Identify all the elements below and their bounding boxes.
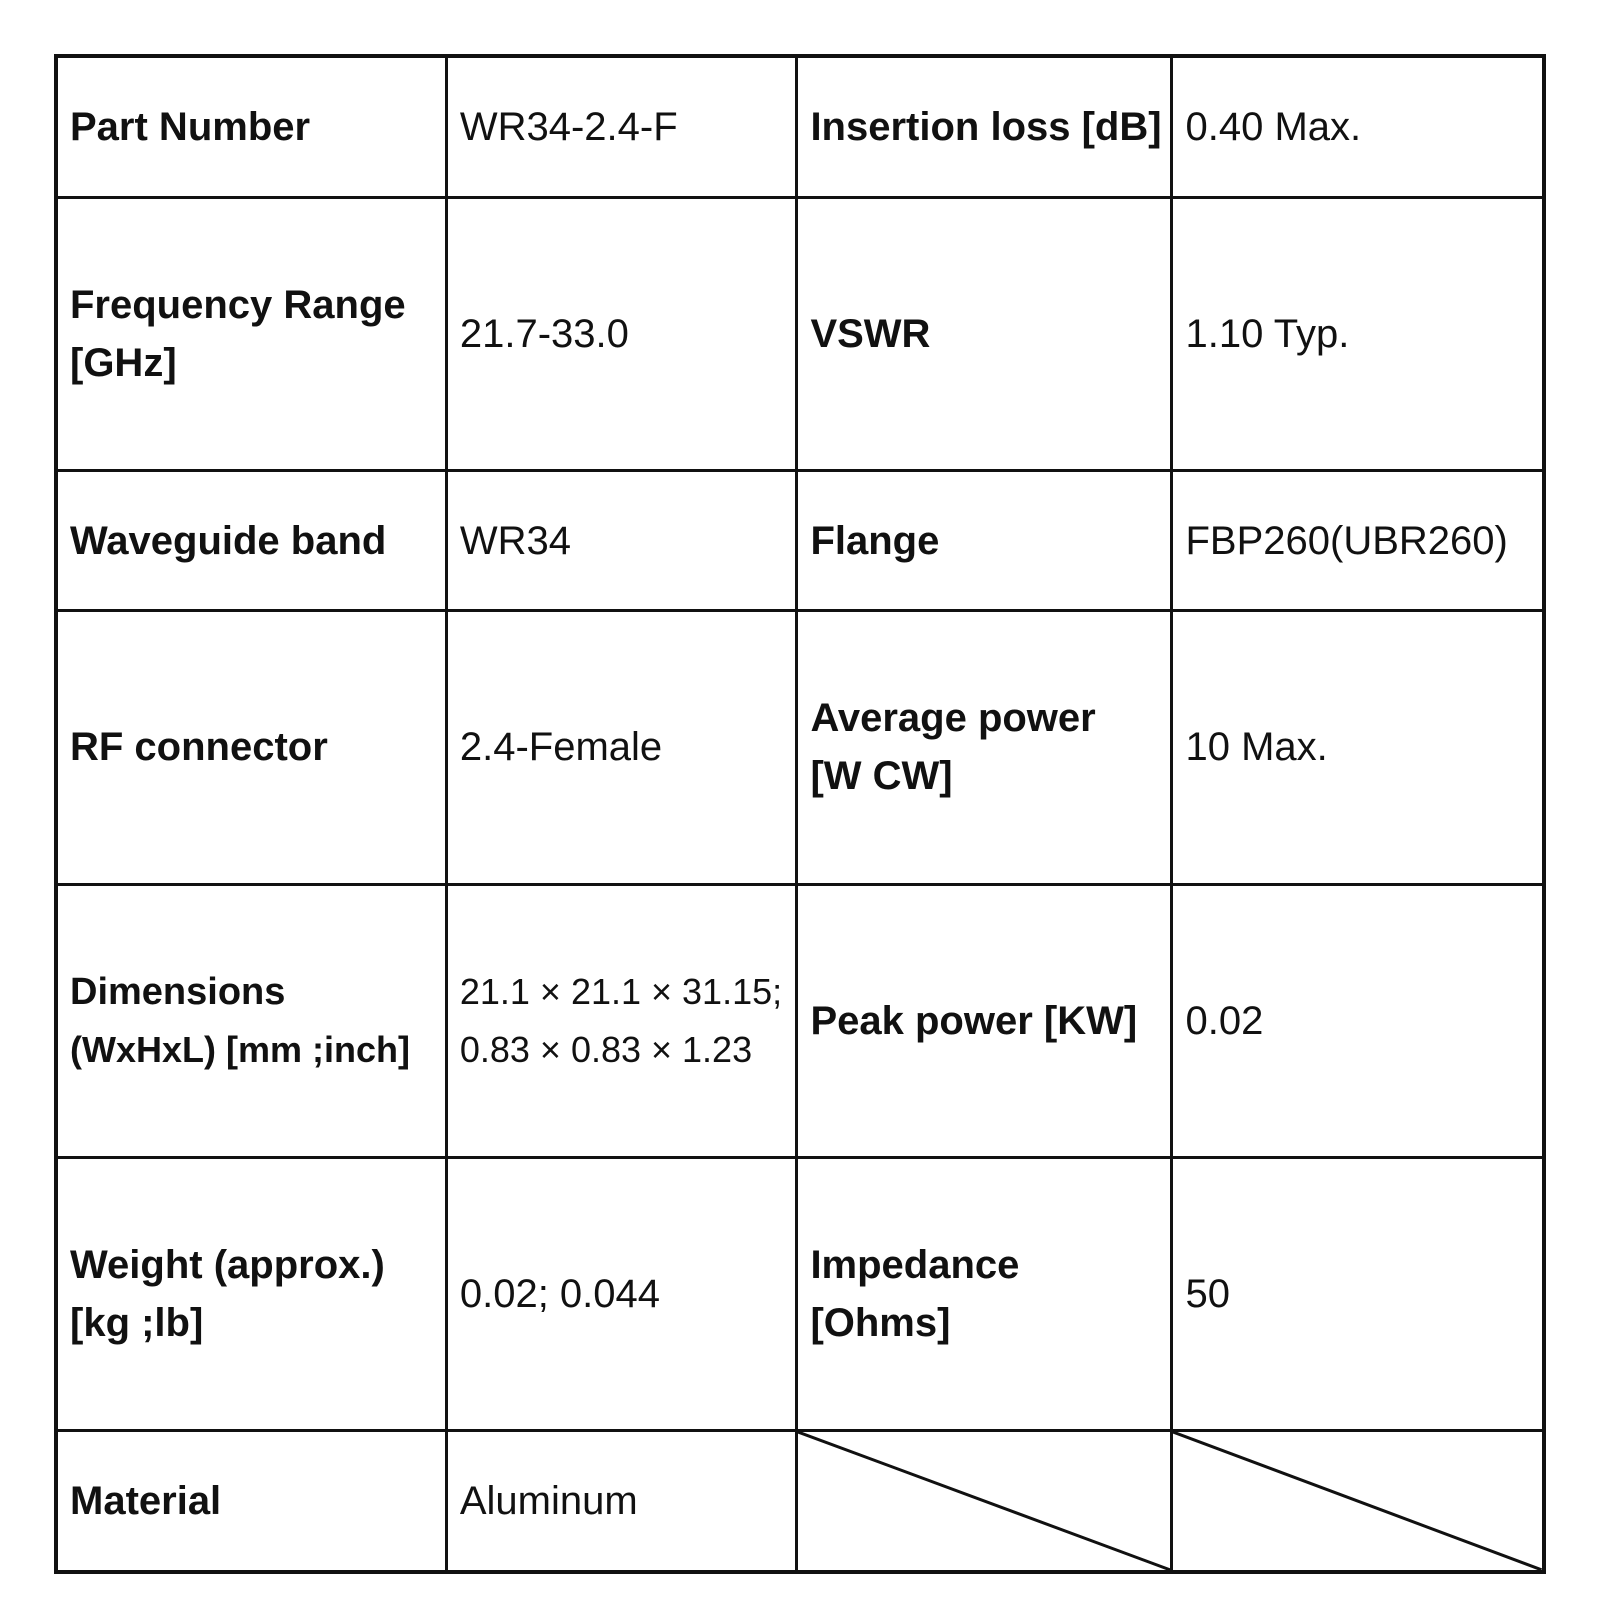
label-vswr: VSWR <box>797 197 1172 470</box>
value-weight: 0.02; 0.044 <box>446 1157 797 1430</box>
value-part-number: WR34-2.4-F <box>446 56 797 197</box>
value-average-power: 10 Max. <box>1172 611 1544 884</box>
diagonal-slash <box>1173 1432 1542 1570</box>
label-part-number: Part Number <box>56 56 446 197</box>
value-peak-power: 0.02 <box>1172 884 1544 1157</box>
value-vswr: 1.10 Typ. <box>1172 197 1544 470</box>
label-material: Material <box>56 1431 446 1572</box>
table-row <box>56 197 1544 470</box>
label-waveguide-band: Waveguide band <box>56 471 446 611</box>
value-frequency-range: 21.7-33.0 <box>446 197 797 470</box>
label-average-power: Average power [W CW] <box>797 611 1172 884</box>
empty-cell-diagonal <box>1172 1431 1544 1572</box>
table-row <box>56 611 1544 884</box>
value-waveguide-band: WR34 <box>446 471 797 611</box>
label-weight: Weight (approx.) [kg ;lb] <box>56 1157 446 1430</box>
table-row <box>56 1157 1544 1430</box>
label-frequency-range: Frequency Range [GHz] <box>56 197 446 470</box>
table-row <box>56 884 1544 1157</box>
label-rf-connector: RF connector <box>56 611 446 884</box>
value-flange: FBP260(UBR260) <box>1172 471 1544 611</box>
value-material: Aluminum <box>446 1431 797 1572</box>
value-dimensions: 21.1 × 21.1 × 31.15; 0.83 × 0.83 × 1.23 <box>446 884 797 1157</box>
empty-cell-diagonal <box>797 1431 1172 1572</box>
value-insertion-loss: 0.40 Max. <box>1172 56 1544 197</box>
table-row <box>56 471 1544 611</box>
value-impedance: 50 <box>1172 1157 1544 1430</box>
label-flange: Flange <box>797 471 1172 611</box>
label-dimensions: Dimensions (WxHxL) [mm ;inch] <box>56 884 446 1157</box>
diagonal-slash <box>798 1432 1170 1570</box>
table-row <box>56 1431 1544 1572</box>
label-impedance: Impedance [Ohms] <box>797 1157 1172 1430</box>
table-row <box>56 56 1544 197</box>
value-rf-connector: 2.4-Female <box>446 611 797 884</box>
label-peak-power: Peak power [KW] <box>797 884 1172 1157</box>
label-insertion-loss: Insertion loss [dB] <box>797 56 1172 197</box>
spec-table <box>54 54 1546 1574</box>
